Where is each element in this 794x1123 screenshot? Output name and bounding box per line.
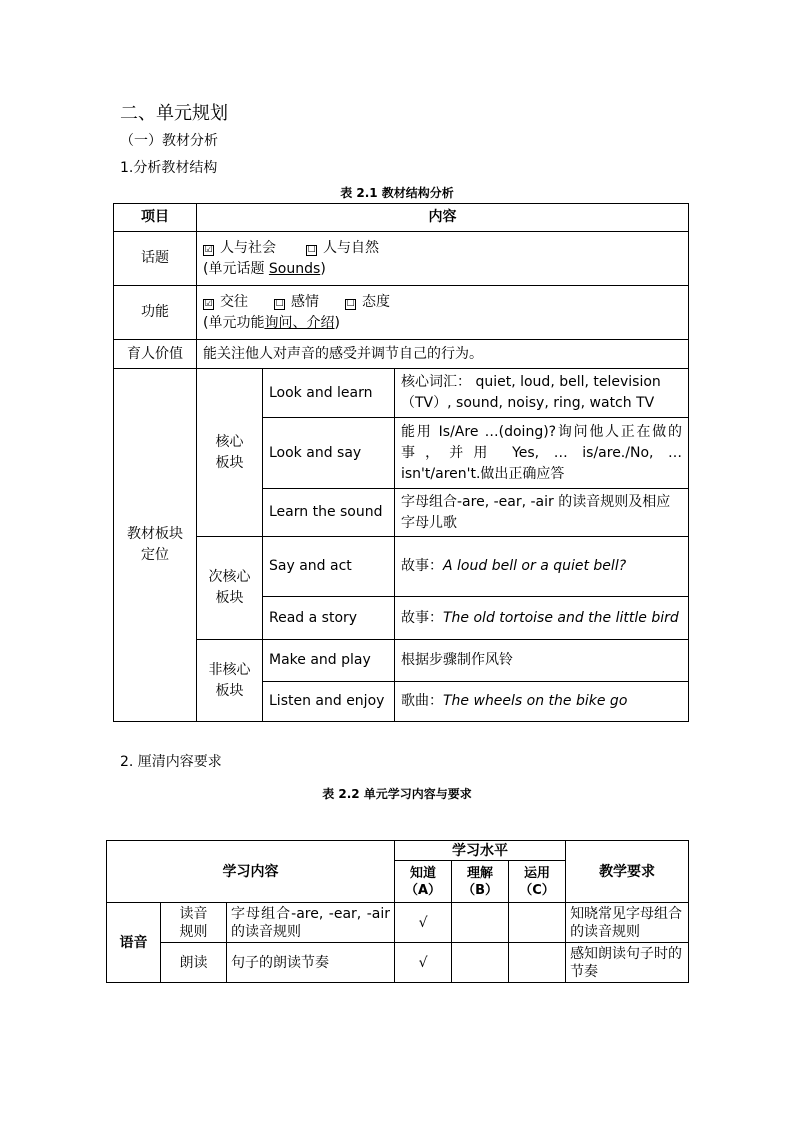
group-label-core: 核心板块 bbox=[197, 369, 263, 537]
module-desc: 能用 Is/Are …(doing)?询问他人正在做的事，并用 Yes, … is/are./No, … isn't/aren't.做出正确应答 bbox=[395, 418, 689, 489]
module-name: Read a story bbox=[263, 597, 395, 640]
function-option-2: 感情 bbox=[291, 293, 319, 310]
module-desc bbox=[395, 682, 689, 722]
table2-caption: 表 2.2 单元学习内容与要求 bbox=[322, 787, 472, 801]
topic-content bbox=[197, 232, 689, 286]
subsection-heading: （一）教材分析 bbox=[120, 133, 218, 149]
song-title: The wheels on the bike go bbox=[443, 693, 628, 709]
function-note-prefix: (单元功能 bbox=[203, 314, 265, 331]
content-cell: 字母组合-are, -ear, -air 的读音规则 bbox=[227, 903, 395, 943]
checked-checkbox-icon: ☑ bbox=[204, 298, 213, 309]
checkbox-icon: ☐ bbox=[307, 244, 316, 255]
story-title: A loud bell or a quiet bell? bbox=[443, 558, 627, 574]
level-apply: 运用（C） bbox=[509, 861, 566, 903]
learning-requirements-table bbox=[106, 840, 689, 983]
requirement-cell: 感知朗读句子时的节奏 bbox=[566, 943, 689, 983]
table-row bbox=[107, 903, 689, 943]
level-a-cell: √ bbox=[395, 943, 452, 983]
item-heading-1: 1.分析教材结构 bbox=[120, 160, 218, 176]
module-row bbox=[114, 537, 689, 597]
sub-item: 读音规则 bbox=[161, 903, 227, 943]
topic-note-prefix: (单元话题 bbox=[203, 260, 269, 277]
module-desc: 根据步骤制作风铃 bbox=[395, 640, 689, 682]
function-option-3: 态度 bbox=[362, 293, 390, 310]
level-b-cell bbox=[452, 943, 509, 983]
topic-row bbox=[114, 232, 689, 286]
category-pronunciation: 语音 bbox=[107, 903, 161, 983]
header-item: 项目 bbox=[114, 204, 197, 232]
function-content bbox=[197, 286, 689, 340]
module-row bbox=[114, 640, 689, 682]
story-title: The old tortoise and the little bird bbox=[443, 609, 679, 626]
desc-prefix: 故事： bbox=[401, 558, 443, 574]
topic-note-value: Sounds bbox=[268, 260, 321, 277]
item-heading-2: 2. 厘清内容要求 bbox=[120, 754, 222, 770]
module-row bbox=[114, 369, 689, 418]
function-option-1: 交往 bbox=[220, 293, 248, 310]
module-name: Learn the sound bbox=[263, 489, 395, 537]
level-know: 知道（A） bbox=[395, 861, 452, 903]
table1-caption: 表 2.1 教材结构分析 bbox=[340, 186, 454, 200]
header-teaching-requirement: 教学要求 bbox=[566, 841, 689, 903]
header-content: 内容 bbox=[197, 204, 689, 232]
header-learning-content: 学习内容 bbox=[107, 841, 395, 903]
function-label: 功能 bbox=[114, 286, 197, 340]
position-label: 教材板块定位 bbox=[114, 369, 197, 722]
topic-note-suffix: ) bbox=[320, 260, 326, 277]
value-row bbox=[114, 340, 689, 369]
module-name: Look and say bbox=[263, 418, 395, 489]
table1-header-row bbox=[114, 204, 689, 232]
level-understand: 理解（B） bbox=[452, 861, 509, 903]
group-label-secondary: 次核心板块 bbox=[197, 537, 263, 640]
checkbox-icon: ☐ bbox=[346, 298, 355, 309]
checked-checkbox-icon: ☑ bbox=[204, 244, 213, 255]
module-desc bbox=[395, 597, 689, 640]
function-row bbox=[114, 286, 689, 340]
content-cell: 句子的朗读节奏 bbox=[227, 943, 395, 983]
requirement-cell: 知晓常见字母组合的读音规则 bbox=[566, 903, 689, 943]
desc-prefix: 歌曲： bbox=[401, 693, 443, 709]
desc-prefix: 故事： bbox=[401, 609, 443, 626]
section-heading: 二、单元规划 bbox=[120, 103, 228, 124]
group-label-noncore: 非核心板块 bbox=[197, 640, 263, 722]
module-desc bbox=[395, 537, 689, 597]
level-c-cell bbox=[509, 903, 566, 943]
table2-header-row bbox=[107, 841, 689, 861]
module-desc: 核心词汇： quiet, loud, bell, television（TV）, sound, noisy, ring, watch TV bbox=[395, 369, 689, 418]
value-text: 能关注他人对声音的感受并调节自己的行为。 bbox=[197, 340, 689, 369]
function-note-suffix: ) bbox=[334, 314, 340, 331]
value-label: 育人价值 bbox=[114, 340, 197, 369]
module-desc: 字母组合-are, -ear, -air 的读音规则及相应字母儿歌 bbox=[395, 489, 689, 537]
structure-analysis-table bbox=[113, 203, 689, 722]
level-c-cell bbox=[509, 943, 566, 983]
topic-option-nature: 人与自然 bbox=[323, 239, 379, 256]
level-b-cell bbox=[452, 903, 509, 943]
module-name: Say and act bbox=[263, 537, 395, 597]
topic-label: 话题 bbox=[114, 232, 197, 286]
function-note-value: 询问、介绍 bbox=[264, 314, 335, 331]
sub-item: 朗读 bbox=[161, 943, 227, 983]
level-a-cell: √ bbox=[395, 903, 452, 943]
module-name: Make and play bbox=[263, 640, 395, 682]
header-learning-level: 学习水平 bbox=[395, 841, 566, 861]
checkbox-icon: ☐ bbox=[275, 298, 284, 309]
module-name: Look and learn bbox=[263, 369, 395, 418]
module-name: Listen and enjoy bbox=[263, 682, 395, 722]
topic-option-social: 人与社会 bbox=[220, 239, 276, 256]
table-row bbox=[107, 943, 689, 983]
